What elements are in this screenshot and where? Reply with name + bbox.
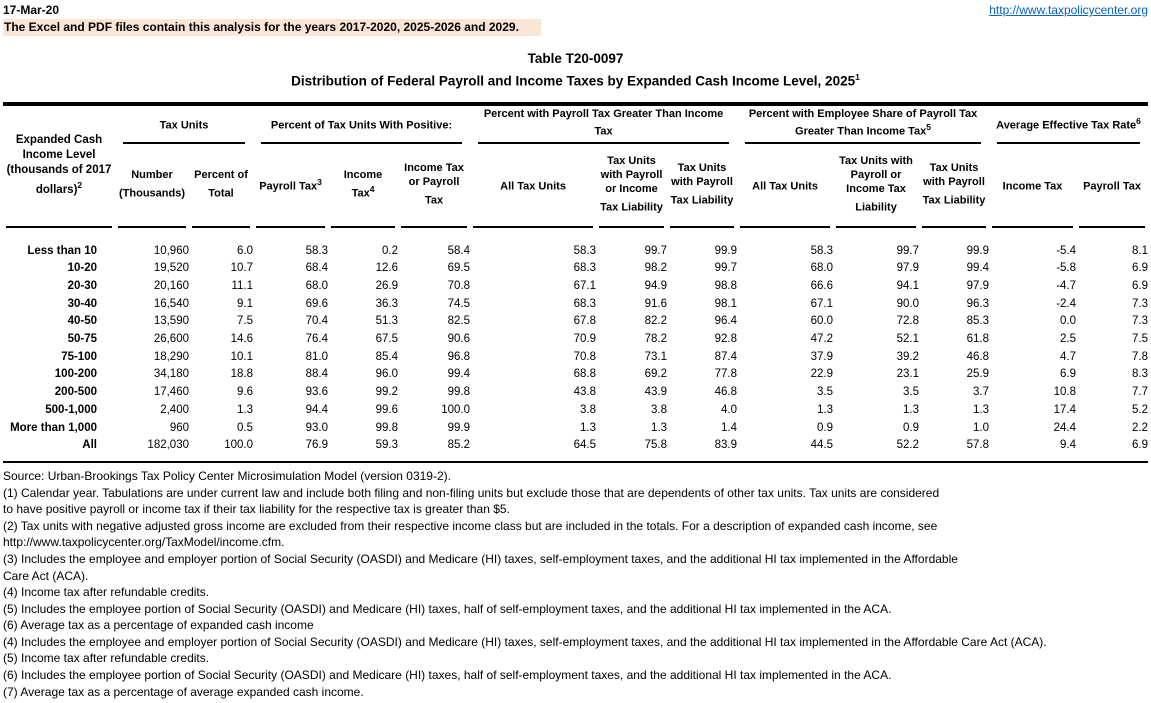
cell-value: 98.8 (714, 279, 738, 292)
cell-value: 70.8 (447, 279, 471, 292)
cell-value: 67.5 (375, 333, 399, 346)
top-bar (3, 2, 1148, 36)
cell-value: 3.5 (817, 386, 834, 399)
cell-value: 99.7 (896, 244, 920, 257)
cell-value: 99.7 (644, 244, 668, 257)
row-label: 500-1,000 (45, 403, 97, 416)
cell-value: 18,290 (153, 350, 189, 363)
footnote-line: (5) Includes the employee portion of Social Security (OASDI) and Medicare (HI) taxes, half of self-employment taxes, and the additional HI tax implemented in the ACA. (3, 601, 892, 616)
column-header: Percent of Total (189, 144, 253, 228)
cell-value: 7.5 (1132, 333, 1149, 346)
cell-value: 8.1 (1132, 244, 1149, 257)
table-number-title: Table T20-0097 (527, 51, 624, 66)
footnote-line: (4) Includes the employee and employer portion of Social Security (OASDI) and Medicare (HI) taxes, self-employment taxes, and the additional HI tax implemented in the Affordable Care Act (ACA). (3, 634, 1047, 649)
cell-value: 100.0 (224, 439, 254, 452)
cell-value: 2.5 (1060, 333, 1077, 346)
cell-value: 24.4 (1053, 421, 1077, 434)
cell-value: 1.0 (973, 421, 990, 434)
cell-value: 68.0 (305, 279, 329, 292)
cell-value: 96.0 (375, 368, 399, 381)
column-header: Income Tax$^4$ (328, 144, 398, 228)
column-header: Tax Units with Payroll or Income Tax Liability (833, 144, 919, 228)
cell-value: 9.1 (237, 297, 254, 310)
column-rule (6, 226, 112, 228)
cell-value: 68.3 (573, 297, 597, 310)
column-header: Income Tax or Payroll Tax (398, 144, 470, 228)
cell-value: 9.4 (1060, 439, 1077, 452)
cell-value: 0.9 (903, 421, 920, 434)
cell-value: 1.3 (903, 403, 920, 416)
row-label: 10-20 (67, 262, 97, 275)
cell-value: 52.2 (896, 439, 920, 452)
cell-value: 23.1 (896, 368, 920, 381)
cell-value: 4.7 (1060, 350, 1077, 363)
row-label: 40-50 (67, 315, 97, 328)
cell-value: 37.9 (810, 350, 834, 363)
column-header: All Tax Units (737, 144, 833, 228)
footnote-line: (2) Tax units with negative adjusted gross income are excluded from their respective income class but are included in the totals. For a description of expanded cash income, see (3, 518, 938, 533)
cell-value: 8.3 (1132, 368, 1149, 381)
cell-value: 2.2 (1132, 421, 1149, 434)
cell-value: 58.4 (447, 244, 471, 257)
cell-value: 25.9 (966, 368, 990, 381)
table-row (3, 260, 1148, 278)
cell-value: 73.1 (644, 350, 668, 363)
cell-value: 20,160 (153, 279, 189, 292)
cell-value: 182,030 (147, 439, 189, 452)
cell-value: 70.8 (573, 350, 597, 363)
title-footnote-marker: 1 (855, 72, 860, 82)
cell-value: 51.3 (375, 315, 399, 328)
cell-value: 3.8 (651, 403, 668, 416)
cell-value: 94.9 (644, 279, 668, 292)
cell-value: 90.0 (896, 297, 920, 310)
cell-value: 99.2 (375, 386, 399, 399)
cell-value: -2.4 (1056, 297, 1077, 310)
cell-value: 68.3 (573, 262, 597, 275)
footnote-line: (4) Income tax after refundable credits. (3, 585, 210, 600)
cell-value: 61.8 (966, 333, 990, 346)
cell-value: 43.8 (573, 386, 597, 399)
column-header: Number (Thousands) (115, 144, 189, 228)
cell-value: 58.3 (810, 244, 834, 257)
cell-value: 57.8 (966, 439, 990, 452)
column-header: Payroll Tax (1076, 144, 1148, 228)
table-title: Distribution of Federal Payroll and Income Taxes by Expanded Cash Income Level, 2025$^1$ (291, 72, 860, 89)
cell-value: 7.7 (1132, 386, 1149, 399)
cell-value: 70.4 (305, 315, 329, 328)
cell-value: 98.1 (714, 297, 738, 310)
cell-value: 10.1 (230, 350, 254, 363)
footnote-line: (3) Includes the employee and employer portion of Social Security (OASDI) and Medicare (HI) taxes, self-employment taxes, and the additional HI tax implemented in the Affordable (3, 551, 958, 566)
cell-value: 1.3 (237, 403, 254, 416)
cell-value: 10.7 (230, 262, 254, 275)
cell-value: 90.6 (447, 333, 471, 346)
column-header: Income Tax (989, 144, 1076, 228)
table-row (3, 278, 1148, 296)
cell-value: -5.4 (1056, 244, 1077, 257)
row-label: All (82, 439, 97, 452)
cell-value: 87.4 (714, 350, 738, 363)
cell-value: 1.3 (817, 403, 834, 416)
cell-value: 92.8 (714, 333, 738, 346)
cell-value: 12.6 (375, 262, 399, 275)
cell-value: 99.9 (447, 421, 471, 434)
footnote-line: (6) Includes the employee portion of Social Security (OASDI) and Medicare (HI) taxes, half of self-employment taxes, and the additional HI tax implemented in the ACA. (3, 668, 892, 683)
cell-value: 18.8 (230, 368, 254, 381)
cell-value: 94.4 (305, 403, 329, 416)
row-label: 75-100 (61, 350, 97, 363)
cell-value: 13,590 (153, 315, 189, 328)
cell-value: 10.8 (1053, 386, 1077, 399)
table-row (3, 331, 1148, 349)
info-banner: The Excel and PDF files contain this analysis for the years 2017-2020, 2025-2026 and 2029. (3, 19, 541, 36)
cell-value: 6.9 (1132, 262, 1149, 275)
cell-value: 98.2 (644, 262, 668, 275)
site-link[interactable]: http://www.taxpolicycenter.org (989, 3, 1148, 17)
cell-value: 93.6 (305, 386, 329, 399)
table-row (3, 420, 1148, 438)
cell-value: 6.9 (1132, 279, 1149, 292)
table-row (3, 296, 1148, 314)
cell-value: 91.6 (644, 297, 668, 310)
cell-value: 68.4 (305, 262, 329, 275)
row-label: More than 1,000 (10, 421, 97, 434)
cell-value: 70.9 (573, 333, 597, 346)
table-row (3, 243, 1148, 261)
source-note: Source: Urban-Brookings Tax Policy Center Microsimulation Model (version 0319-2). (3, 468, 451, 483)
cell-value: 85.2 (447, 439, 471, 452)
cell-value: 0.0 (1060, 315, 1077, 328)
cell-value: 97.9 (896, 262, 920, 275)
footnote-line: Care Act (ACA). (3, 568, 89, 583)
column-header: Tax Units with Payroll Tax Liability (667, 144, 737, 228)
cell-value: 72.8 (896, 315, 920, 328)
row-label: Less than 10 (27, 244, 97, 257)
cell-value: 59.3 (375, 439, 399, 452)
column-header: All Tax Units (470, 144, 596, 228)
cell-value: 22.9 (810, 368, 834, 381)
cell-value: 0.9 (817, 421, 834, 434)
cell-value: 7.5 (237, 315, 254, 328)
group-tax-units: Tax Units (115, 106, 253, 144)
cell-value: 9.6 (237, 386, 254, 399)
cell-value: 75.8 (644, 439, 668, 452)
cell-value: 85.4 (375, 350, 399, 363)
cell-value: 93.0 (305, 421, 329, 434)
cell-value: 99.8 (375, 421, 399, 434)
cell-value: 16,540 (153, 297, 189, 310)
cell-value: 11.1 (231, 279, 254, 292)
cell-value: 99.4 (966, 262, 990, 275)
cell-value: 69.6 (305, 297, 329, 310)
cell-value: 68.8 (573, 368, 597, 381)
title-block (3, 51, 1148, 89)
cell-value: 1.3 (580, 421, 597, 434)
cell-value: 44.5 (810, 439, 834, 452)
cell-value: 99.4 (447, 368, 471, 381)
cell-value: 960 (169, 421, 189, 434)
cell-value: 67.8 (573, 315, 597, 328)
group-employee-share-greater: Percent with Employee Share of Payroll Tax Greater Than Income Tax$^5$ (737, 106, 989, 144)
cell-value: 96.3 (966, 297, 990, 310)
row-label: 200-500 (54, 386, 97, 399)
footnote-line: (5) Income tax after refundable credits. (3, 651, 210, 666)
cell-value: 0.5 (237, 421, 254, 434)
cell-value: 1.3 (651, 421, 668, 434)
table-row (3, 366, 1148, 384)
column-header: Payroll Tax$^3$ (253, 144, 328, 228)
cell-value: 46.8 (714, 386, 738, 399)
row-label: 50-75 (67, 333, 97, 346)
cell-value: 43.9 (644, 386, 668, 399)
cell-value: 0.2 (382, 244, 399, 257)
cell-value: 47.2 (810, 333, 834, 346)
cell-value: -4.7 (1056, 279, 1077, 292)
row-header-title: Expanded Cash Income Level (thousands of 2017 dollars)$^2$ (3, 106, 115, 228)
cell-value: 3.7 (973, 386, 990, 399)
cell-value: 94.1 (896, 279, 920, 292)
cell-value: 17,460 (153, 386, 189, 399)
cell-value: 58.3 (305, 244, 329, 257)
row-label: 100-200 (54, 368, 97, 381)
cell-value: 99.9 (714, 244, 738, 257)
cell-value: 76.4 (305, 333, 329, 346)
cell-value: 7.3 (1132, 315, 1149, 328)
cell-value: 68.0 (810, 262, 834, 275)
table-header (3, 106, 1148, 228)
group-percent-positive: Percent of Tax Units With Positive: (253, 106, 470, 144)
cell-value: 2,400 (160, 403, 189, 416)
cell-value: 7.8 (1132, 350, 1149, 363)
footnotes (3, 468, 1148, 700)
date-label: 17-Mar-20 (3, 3, 60, 17)
cell-value: 52.1 (896, 333, 920, 346)
group-average-effective-rate: Average Effective Tax Rate$^6$ (989, 106, 1148, 144)
cell-value: 3.8 (580, 403, 597, 416)
table-row (3, 384, 1148, 402)
cell-value: 85.3 (966, 315, 990, 328)
footnote-line: (7) Average tax as a percentage of average expanded cash income. (3, 684, 364, 699)
sub-header-row (3, 144, 1148, 228)
cell-value: -5.8 (1056, 262, 1077, 275)
cell-value: 74.5 (447, 297, 471, 310)
cell-value: 1.4 (721, 421, 738, 434)
cell-value: 7.3 (1132, 297, 1149, 310)
cell-value: 46.8 (966, 350, 990, 363)
cell-value: 19,520 (153, 262, 189, 275)
cell-value: 36.3 (375, 297, 399, 310)
cell-value: 6.9 (1060, 368, 1077, 381)
cell-value: 99.8 (447, 386, 471, 399)
cell-value: 99.7 (714, 262, 738, 275)
cell-value: 5.2 (1132, 403, 1149, 416)
cell-value: 69.5 (447, 262, 471, 275)
cell-value: 10,960 (153, 244, 189, 257)
cell-value: 58.3 (573, 244, 597, 257)
table-row (3, 313, 1148, 331)
cell-value: 96.4 (714, 315, 738, 328)
cell-value: 96.8 (447, 350, 471, 363)
cell-value: 99.6 (375, 403, 399, 416)
footnote-line: (6) Average tax as a percentage of expanded cash income (3, 618, 314, 633)
cell-value: 6.9 (1132, 439, 1149, 452)
cell-value: 3.5 (903, 386, 920, 399)
column-header: Tax Units with Payroll Tax Liability (919, 144, 989, 228)
cell-value: 69.2 (644, 368, 668, 381)
table-row (3, 402, 1148, 420)
footnote-line: to have positive payroll or income tax if their tax liability for the respective tax is greater than $5. (3, 502, 510, 517)
cell-value: 99.9 (966, 244, 990, 257)
cell-value: 100.0 (441, 403, 471, 416)
cell-value: 64.5 (573, 439, 597, 452)
cell-value: 34,180 (153, 368, 189, 381)
table-bottom-rule (3, 461, 1148, 463)
cell-value: 60.0 (810, 315, 834, 328)
cell-value: 66.6 (810, 279, 834, 292)
cell-value: 81.0 (305, 350, 329, 363)
data-table (3, 106, 1148, 455)
footnote-line: (1) Calendar year. Tabulations are under current law and include both filing and non-filing units but exclude those that are dependents of other tax units. Tax units are considered (3, 485, 940, 500)
row-label: 20-30 (67, 279, 97, 292)
cell-value: 14.6 (230, 333, 254, 346)
table-body (3, 228, 1148, 455)
footnote-line: http://www.taxpolicycenter.org/TaxModel/income.cfm. (3, 535, 285, 550)
table-row (3, 437, 1148, 455)
cell-value: 39.2 (896, 350, 920, 363)
cell-value: 26.9 (375, 279, 399, 292)
group-payroll-greater: Percent with Payroll Tax Greater Than Income Tax (470, 106, 737, 144)
cell-value: 88.4 (305, 368, 329, 381)
table-row (3, 349, 1148, 367)
row-label: 30-40 (67, 297, 97, 310)
cell-value: 17.4 (1053, 403, 1077, 416)
cell-value: 6.0 (237, 244, 254, 257)
cell-value: 67.1 (573, 279, 597, 292)
spacer-row (3, 228, 1148, 243)
cell-value: 82.5 (447, 315, 471, 328)
column-header: Tax Units with Payroll or Income Tax Liability (596, 144, 667, 228)
cell-value: 1.3 (973, 403, 990, 416)
cell-value: 97.9 (966, 279, 990, 292)
cell-value: 82.2 (644, 315, 668, 328)
cell-value: 4.0 (721, 403, 738, 416)
cell-value: 26,600 (153, 333, 189, 346)
cell-value: 78.2 (644, 333, 668, 346)
cell-value: 76.9 (305, 439, 329, 452)
cell-value: 77.8 (714, 368, 738, 381)
cell-value: 67.1 (810, 297, 834, 310)
cell-value: 83.9 (714, 439, 738, 452)
